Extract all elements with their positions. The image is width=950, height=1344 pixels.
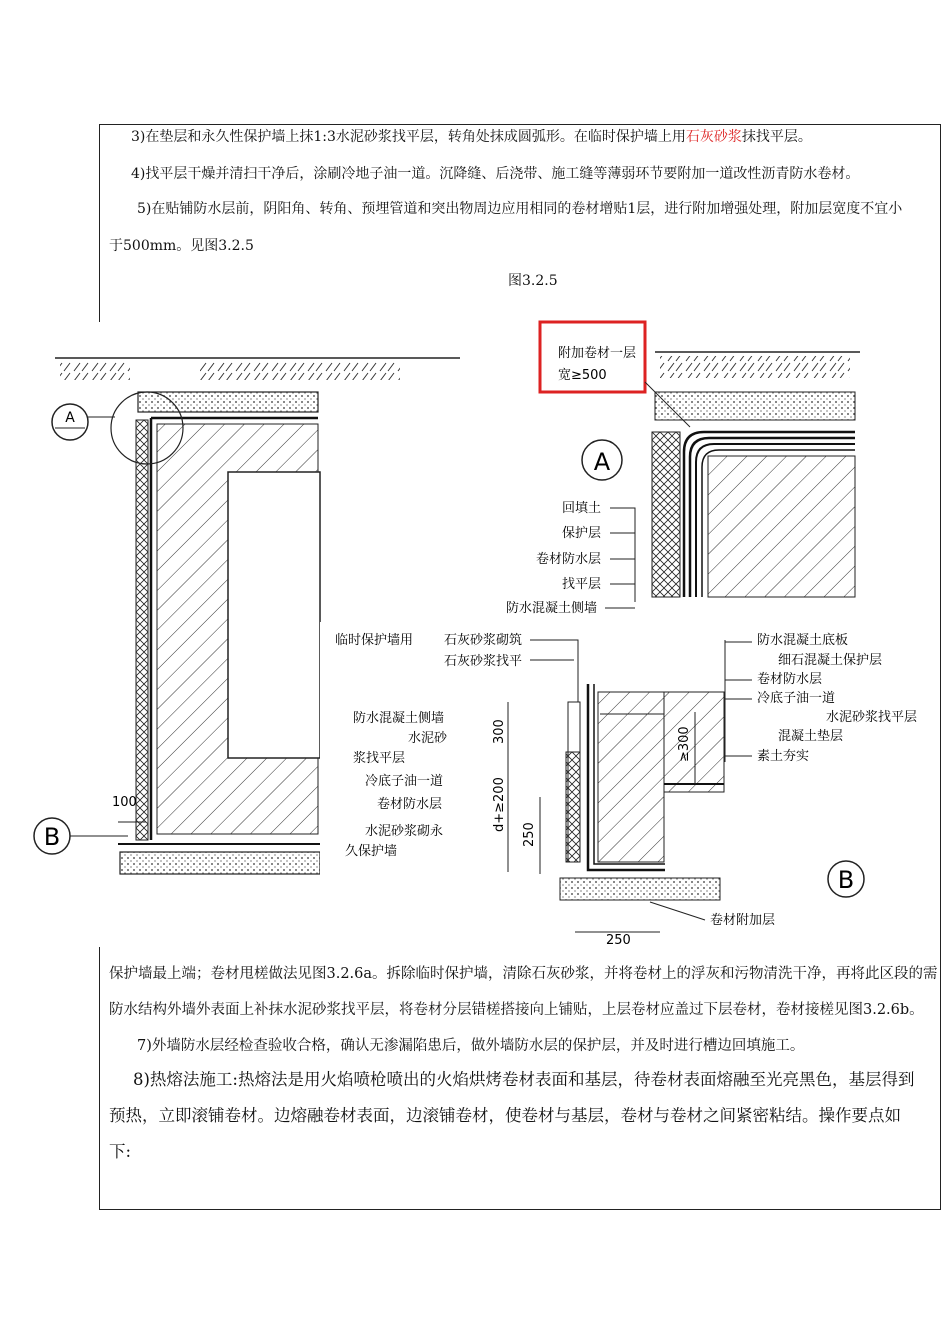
para-3 [131, 127, 812, 147]
detail-b-label-r6: 混凝土垫层 [778, 729, 844, 744]
detail-b-label-r2: 细石混凝土保护层 [778, 653, 883, 668]
detail-b-dim-d200: d+≥200 [492, 777, 507, 832]
para-6-line2: 保护墙最上端；卷材甩槎做法见图3.2.6a。拆除临时保护墙，清除石灰砂浆，并将卷材上的浮灰和污物清洗干净，再将此区段的需 [109, 966, 938, 982]
para-6-line3: 防水结构外墙外表面上补抹水泥砂浆找平层，将卷材分层错槎搭接向上铺贴，上层卷材应盖过下层卷材，卷材接槎见图3.2.6b。 [109, 1002, 924, 1018]
detail-b-dim-300b: ≥300 [677, 726, 692, 762]
para-8-line2: 预热，立即滚铺卷材。边熔融卷材表面，边滚铺卷材，使卷材与基层，卷材与卷材之间紧密粘结。操作要点如 [109, 1106, 901, 1125]
detail-b-label-l8: 卷材防水层 [377, 797, 443, 812]
detail-b-label-l2: 石灰砂浆砌筑 [444, 633, 523, 648]
detail-b-label-l3: 石灰砂浆找平 [444, 654, 523, 669]
left-marker-b: B [43, 823, 61, 851]
detail-b-label-r5: 水泥砂浆找平层 [826, 710, 918, 725]
detail-b-bottom-label: 卷材附加层 [710, 913, 776, 928]
figure-caption: 图3.2.5 [508, 273, 558, 289]
detail-a-label-3: 卷材防水层 [536, 552, 602, 567]
detail-a-label-5: 防水混凝土侧墙 [506, 601, 598, 616]
para-7: 7)外墙防水层经检查验收合格，确认无渗漏陷患后，做外墙防水层的保护层，并及时进行槽边回填施工。 [137, 1038, 805, 1054]
para-3-tail: 抹找平层。 [741, 129, 812, 145]
detail-b-dim-250-h: 250 [606, 933, 631, 948]
detail-b-label-r4: 冷底子油一道 [757, 691, 836, 706]
detail-b-label-l7: 冷底子油一道 [365, 774, 444, 789]
detail-a-label-1: 回填土 [562, 501, 602, 516]
detail-b-label-r1: 防水混凝土底板 [757, 633, 849, 648]
detail-b-label-l10: 久保护墙 [345, 844, 398, 859]
detail-a-marker: A [593, 448, 611, 476]
para-8-line3: 下: [109, 1142, 132, 1161]
para-3-highlight: 石灰砂浆 [685, 129, 742, 145]
detail-b-label-l1: 临时保护墙用 [335, 633, 414, 648]
detail-b-label-l5: 水泥砂 [408, 731, 448, 746]
detail-a-label-4: 找平层 [562, 577, 602, 592]
detail-b-label-r3: 卷材防水层 [757, 672, 823, 687]
para-5-line1: 5)在贴铺防水层前，阴阳角、转角、预埋管道和突出物周边应用相同的卷材增贴1层，进行附加增强处理，附加层宽度不宜小 [137, 201, 903, 217]
detail-b-dim-300: 300 [492, 719, 507, 744]
detail-b-label-l6: 浆找平层 [353, 751, 406, 766]
detail-a-label-2: 保护层 [562, 526, 602, 541]
para-8-line1: 8)热熔法施工:热熔法是用火焰喷枪喷出的火焰烘烤卷材表面和基层，待卷材表面熔融至光亮黑色，基层得到 [133, 1070, 915, 1089]
left-dim-100: 100 [112, 795, 137, 810]
para-4: 4)找平层干燥并清扫干净后，涂刷冷地子油一道。沉降缝、后浇带、施工缝等薄弱环节要附加一道改性沥青防水卷材。 [131, 166, 860, 182]
detail-b-drawing [320, 622, 920, 948]
detail-b-label-l4: 防水混凝土侧墙 [353, 711, 445, 726]
para-5-line2: 于500mm。见图3.2.5 [109, 238, 254, 254]
detail-b-label-l9: 水泥砂浆砌永 [365, 824, 444, 839]
left-marker-a: A [65, 410, 75, 426]
detail-b-dim-250-v: 250 [522, 822, 537, 847]
detail-b-label-r7: 素土夯实 [757, 749, 810, 764]
figure-3-2-5 [0, 292, 950, 952]
para-3-text: 3)在垫层和永久性保护墙上抹1:3水泥砂浆找平层，转角处抹成圆弧形。在临时保护墙上用 [131, 129, 686, 145]
detail-b-marker: B [837, 866, 855, 894]
callout-line2: 宽≥500 [558, 368, 607, 383]
callout-line1: 附加卷材一层 [558, 346, 637, 361]
